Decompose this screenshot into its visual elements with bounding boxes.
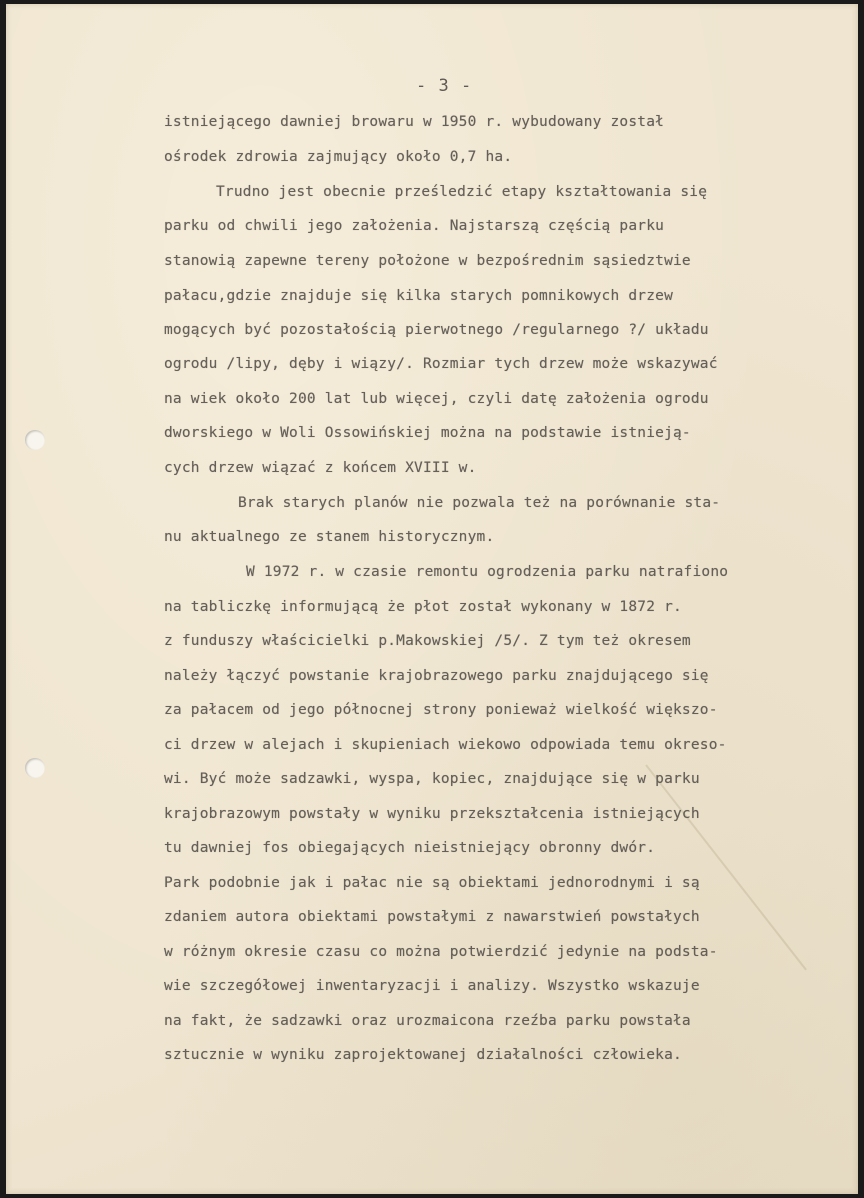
text-line: za pałacem od jego północnej strony ponieważ wielkość większo-: [164, 702, 718, 718]
paragraph-start-line: Brak starych planów nie pozwala też na porównanie sta-: [238, 495, 721, 511]
text-line: cych drzew wiązać z końcem XVIII w.: [164, 460, 477, 476]
text-line: dworskiego w Woli Ossowińskiej można na podstawie istnieją-: [164, 425, 691, 441]
paragraph-start-line: W 1972 r. w czasie remontu ogrodzenia parku natrafiono: [246, 564, 729, 580]
punch-hole-top: [25, 430, 45, 450]
paragraph-start-line: Trudno jest obecnie prześledzić etapy kształtowania się: [216, 184, 708, 200]
text-line: ogrodu /lipy, dęby i wiązy/. Rozmiar tych drzew może wskazywać: [164, 356, 718, 372]
text-line: sztucznie w wyniku zaprojektowanej działalności człowieka.: [164, 1047, 682, 1063]
text-line: ośrodek zdrowia zajmujący około 0,7 ha.: [164, 149, 513, 165]
page-number: - 3 -: [416, 76, 473, 96]
document-page: [6, 4, 858, 1194]
text-line: istniejącego dawniej browaru w 1950 r. wybudowany został: [164, 114, 665, 130]
text-line: na wiek około 200 lat lub więcej, czyli datę założenia ogrodu: [164, 391, 709, 407]
text-line: wi. Być może sadzawki, wyspa, kopiec, znajdujące się w parku: [164, 771, 700, 787]
text-line: ci drzew w alejach i skupieniach wiekowo odpowiada temu okreso-: [164, 737, 727, 753]
text-line: pałacu,gdzie znajduje się kilka starych pomnikowych drzew: [164, 288, 673, 304]
text-line: stanowią zapewne tereny położone w bezpośrednim sąsiedztwie: [164, 253, 691, 269]
text-line: krajobrazowym powstały w wyniku przekształcenia istniejących: [164, 806, 700, 822]
text-line: zdaniem autora obiektami powstałymi z nawarstwień powstałych: [164, 909, 700, 925]
text-line: nu aktualnego ze stanem historycznym.: [164, 529, 495, 545]
text-line: tu dawniej fos obiegających nieistniejący obronny dwór.: [164, 840, 656, 856]
punch-hole-bottom: [25, 758, 45, 778]
text-line: na tabliczkę informującą że płot został wykonany w 1872 r.: [164, 599, 682, 615]
text-line: z funduszy właścicielki p.Makowskiej /5/. Z tym też okresem: [164, 633, 691, 649]
text-line: na fakt, że sadzawki oraz urozmaicona rzeźba parku powstała: [164, 1013, 691, 1029]
text-line: Park podobnie jak i pałac nie są obiektami jednorodnymi i są: [164, 875, 700, 891]
text-line: parku od chwili jego założenia. Najstarszą częścią parku: [164, 218, 665, 234]
text-line: w różnym okresie czasu co można potwierdzić jedynie na podsta-: [164, 944, 718, 960]
text-line: wie szczegółowej inwentaryzacji i analizy. Wszystko wskazuje: [164, 978, 700, 994]
text-line: mogących być pozostałością pierwotnego /regularnego ?/ układu: [164, 322, 709, 338]
paper-fold-crease: [645, 764, 807, 970]
text-line: należy łączyć powstanie krajobrazowego parku znajdującego się: [164, 668, 709, 684]
